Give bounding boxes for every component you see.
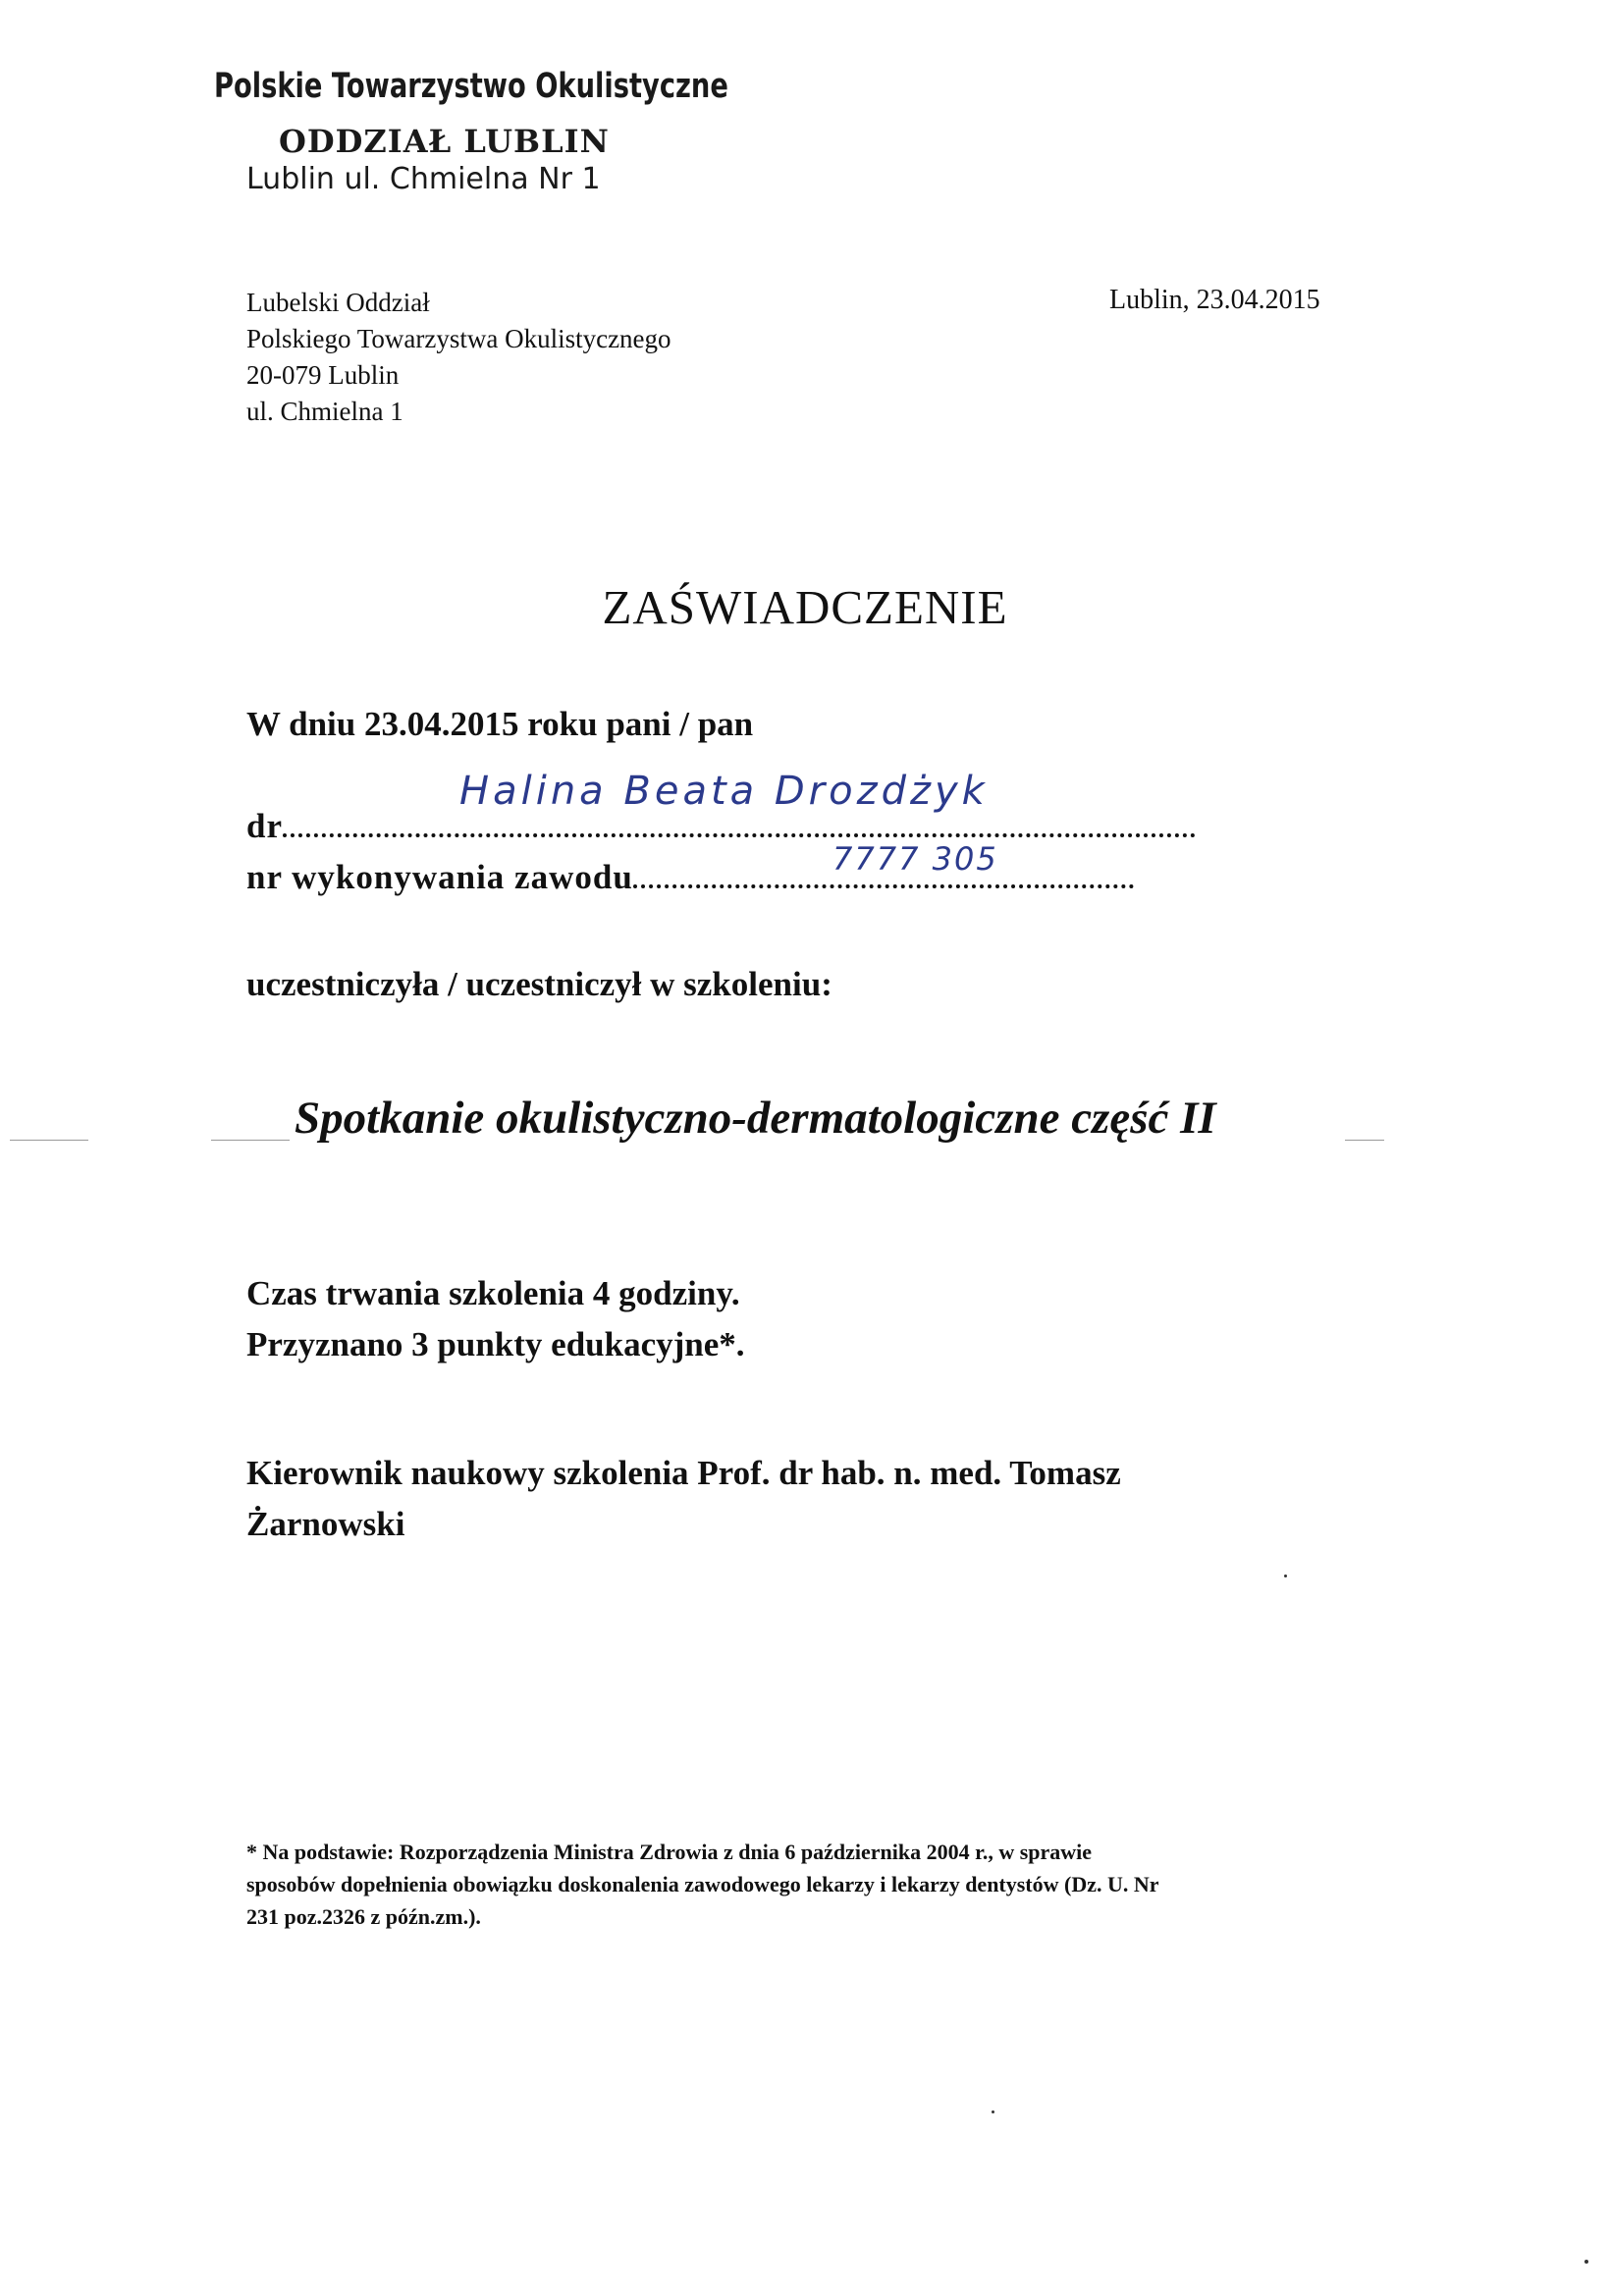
director-line-2: Żarnowski xyxy=(246,1505,405,1543)
dr-label: dr xyxy=(246,807,283,845)
footnote-line-3: 231 poz.2326 z późn.zm.). xyxy=(246,1904,481,1929)
stamp-branch: ODDZIAŁ LUBLIN xyxy=(279,123,610,160)
director-block xyxy=(246,1448,1121,1550)
document-title: ZAŚWIADCZENIE xyxy=(602,580,1008,634)
sender-address xyxy=(246,285,671,430)
participated-line: uczestniczyła / uczestniczył w szkoleniu: xyxy=(246,965,832,1003)
footnote-line-1: * Na podstawie: Rozporządzenia Ministra Zdrowia z dnia 6 października 2004 r., w sprawie xyxy=(246,1840,1093,1864)
sender-line-2: Polskiego Towarzystwa Okulistycznego xyxy=(246,324,671,353)
sender-line-4: ul. Chmielna 1 xyxy=(246,397,403,426)
nr-label: nr wykonywania zawodu xyxy=(246,858,633,896)
nr-dotted-line xyxy=(633,884,1134,888)
stamp-org-name: Polskie Towarzystwo Okulistyczne xyxy=(214,67,728,106)
document-date: Lublin, 23.04.2015 xyxy=(1109,285,1320,315)
points-line: Przyznano 3 punkty edukacyjne*. xyxy=(246,1325,745,1363)
footnote-line-2: sposobów dopełnienia obowiązku doskonalenia zawodowego lekarzy i lekarzy dentystów (Dz. U. Nr xyxy=(246,1872,1159,1896)
dr-dotted-line xyxy=(283,833,1196,837)
intro-line: W dniu 23.04.2015 roku pani / pan xyxy=(246,705,754,743)
sender-line-3: 20-079 Lublin xyxy=(246,360,400,390)
scan-speck xyxy=(1284,1575,1287,1577)
duration-line: Czas trwania szkolenia 4 godziny. xyxy=(246,1274,740,1312)
handwritten-number: 7777 305 xyxy=(832,840,998,878)
course-name: Spotkanie okulistyczno-dermatologiczne część II xyxy=(295,1093,1216,1144)
duration-block xyxy=(246,1268,745,1370)
director-line-1: Kierownik naukowy szkolenia Prof. dr hab. n. med. Tomasz xyxy=(246,1454,1121,1492)
nr-row xyxy=(246,858,1134,897)
stamp-address: Lublin ul. Chmielna Nr 1 xyxy=(246,162,601,196)
handwritten-name: Halina Beata Drozdżyk xyxy=(459,769,989,814)
scan-speck xyxy=(992,2110,994,2113)
scan-speck xyxy=(1584,2260,1588,2264)
sender-line-1: Lubelski Oddział xyxy=(246,288,430,317)
footnote xyxy=(246,1836,1159,1933)
